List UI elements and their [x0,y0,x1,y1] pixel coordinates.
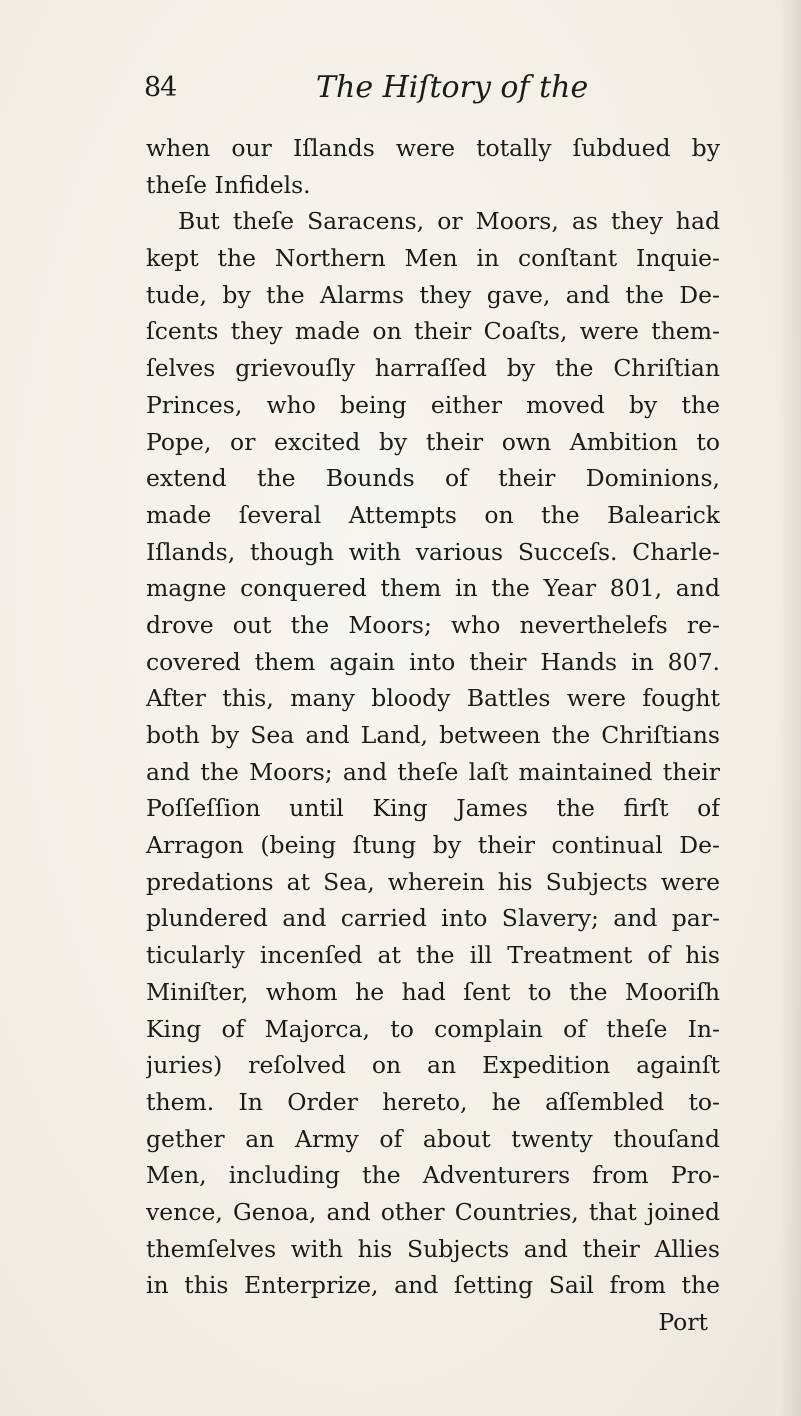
text-line: juries) reſolved on an Expedition againſt [146,1051,720,1080]
text-line: in this Enterprize, and ſetting Sail from the [146,1271,720,1300]
text-line: and the Moors; and theſe laſt maintained their [146,757,720,786]
text-line: ticularly incenſed at the ill Treatment of his [146,941,720,970]
running-head: The Hiſtory of the [316,70,589,105]
text-line: them. In Order hereto, he aſſembled to- [146,1087,720,1116]
text-line: made ſeveral Attempts on the Balearick [146,500,720,529]
text-line: tude, by the Alarms they gave, and the De- [146,280,720,309]
text-line: Arragon (being ſtung by their continual De- [146,831,720,860]
text-line: But theſe Saracens, or Moors, as they had [178,207,720,236]
text-line: theſe Infidels. [146,170,311,199]
text-line: King of Majorca, to complain of theſe In- [146,1014,720,1043]
text-line: predations at Sea, wherein his Subjects were [146,867,720,896]
text-line: covered them again into their Hands in 807. [146,647,720,676]
text-line: ſelves grievouſly harraſſed by the Chriſtian [146,354,720,383]
page-header [144,70,644,110]
text-line: ſcents they made on their Coaſts, were them- [146,317,720,346]
text-line: Miniſter, whom he had ſent to the Mooriſh [146,977,720,1006]
text-line: both by Sea and Land, between the Chriſtians [146,721,720,749]
text-line: vence, Genoa, and other Countries, that joined [146,1197,720,1226]
body-text [146,130,720,1341]
text-line: After this, many bloody Battles were fought [146,684,720,713]
text-line: Poſſeſſion until King James the firſt of [146,794,720,823]
text-line: themſelves with his Subjects and their Allies [146,1234,720,1263]
text-line: Pope, or excited by their own Ambition to [146,427,720,456]
text-line: extend the Bounds of their Dominions, [146,464,720,493]
page-number: 84 [144,72,177,103]
text-line: kept the Northern Men in conſtant Inquie- [146,244,720,273]
text-line: Men, including the Adventurers from Pro- [146,1161,720,1190]
text-line: gether an Army of about twenty thouſand [146,1124,720,1153]
catchword: Port [658,1308,708,1336]
text-line: drove out the Moors; who neverthelefs re- [146,610,720,639]
page-edge-shadow [779,0,801,1416]
text-line: Iſlands, though with various Succeſs. Charle- [146,537,720,566]
text-line: plundered and carried into Slavery; and par- [146,904,720,933]
text-line: when our Iſlands were totally ſubdued by [146,134,720,162]
text-line: Princes, who being either moved by the [146,390,720,419]
text-line: magne conquered them in the Year 801, and [146,574,720,603]
